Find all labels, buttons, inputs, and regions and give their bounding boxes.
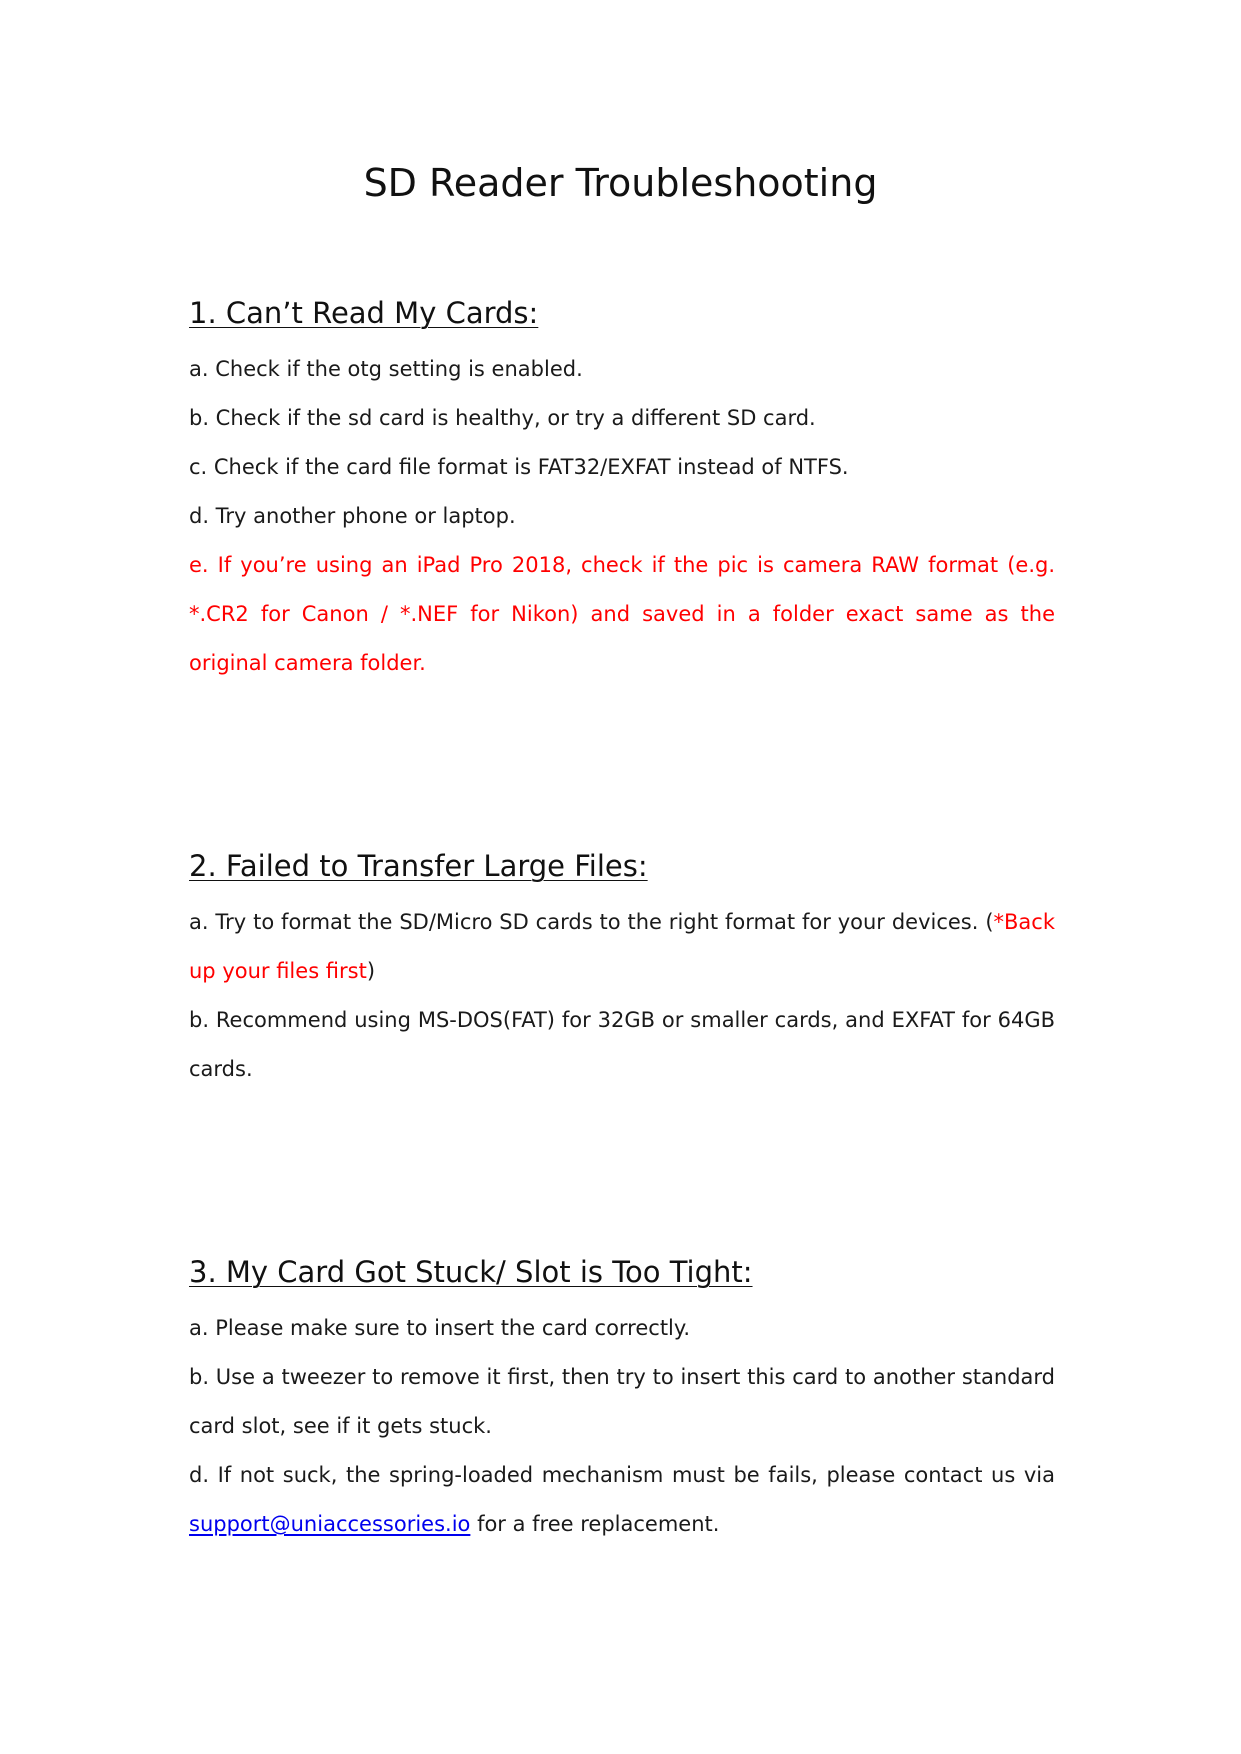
backup-warning: *Back up your files first: [189, 910, 1055, 983]
section-card-stuck: [189, 1252, 1055, 1549]
list-item-contact: [189, 1451, 1055, 1549]
section-heading: 1. Can’t Read My Cards:: [189, 296, 539, 330]
list-item: b. Check if the sd card is healthy, or try a different SD card.: [189, 406, 816, 430]
format-text: a. Try to format the SD/Micro SD cards to the right format for your devices.: [189, 910, 979, 934]
list-item: b. Use a tweezer to remove it first, then try to insert this card to another standard card slot, see if it gets stuck.: [189, 1365, 1055, 1438]
page-title: SD Reader Troubleshooting: [363, 161, 878, 205]
list-item-format: [189, 898, 1055, 996]
section-cant-read-cards: [189, 293, 1055, 688]
contact-text: d. If not suck, the spring-loaded mechanism must be fails, please contact us via: [189, 1463, 1055, 1487]
list-item: c. Check if the card file format is FAT32/EXFAT instead of NTFS.: [189, 455, 849, 479]
section-heading: 3. My Card Got Stuck/ Slot is Too Tight:: [189, 1255, 753, 1289]
list-item: b. Recommend using MS-DOS(FAT) for 32GB or smaller cards, and EXFAT for 64GB cards.: [189, 1008, 1055, 1081]
list-item: a. Check if the otg setting is enabled.: [189, 357, 583, 381]
contact-tail: for a free replacement.: [470, 1512, 720, 1536]
paren-close: ): [366, 959, 376, 983]
paren-open: (: [985, 910, 994, 934]
list-item: d. Try another phone or laptop.: [189, 504, 516, 528]
support-email-link[interactable]: support@uniaccessories.io: [189, 1512, 471, 1536]
ipad-raw-note: e. If you’re using an iPad Pro 2018, check if the pic is camera RAW format (e.g. *.CR2 for Canon / *.NEF for Nikon) and saved in a folder exact same as the original camera folder.: [189, 553, 1055, 675]
list-item: a. Please make sure to insert the card correctly.: [189, 1316, 690, 1340]
section-heading: 2. Failed to Transfer Large Files:: [189, 849, 648, 883]
section-large-files: [189, 846, 1055, 1094]
